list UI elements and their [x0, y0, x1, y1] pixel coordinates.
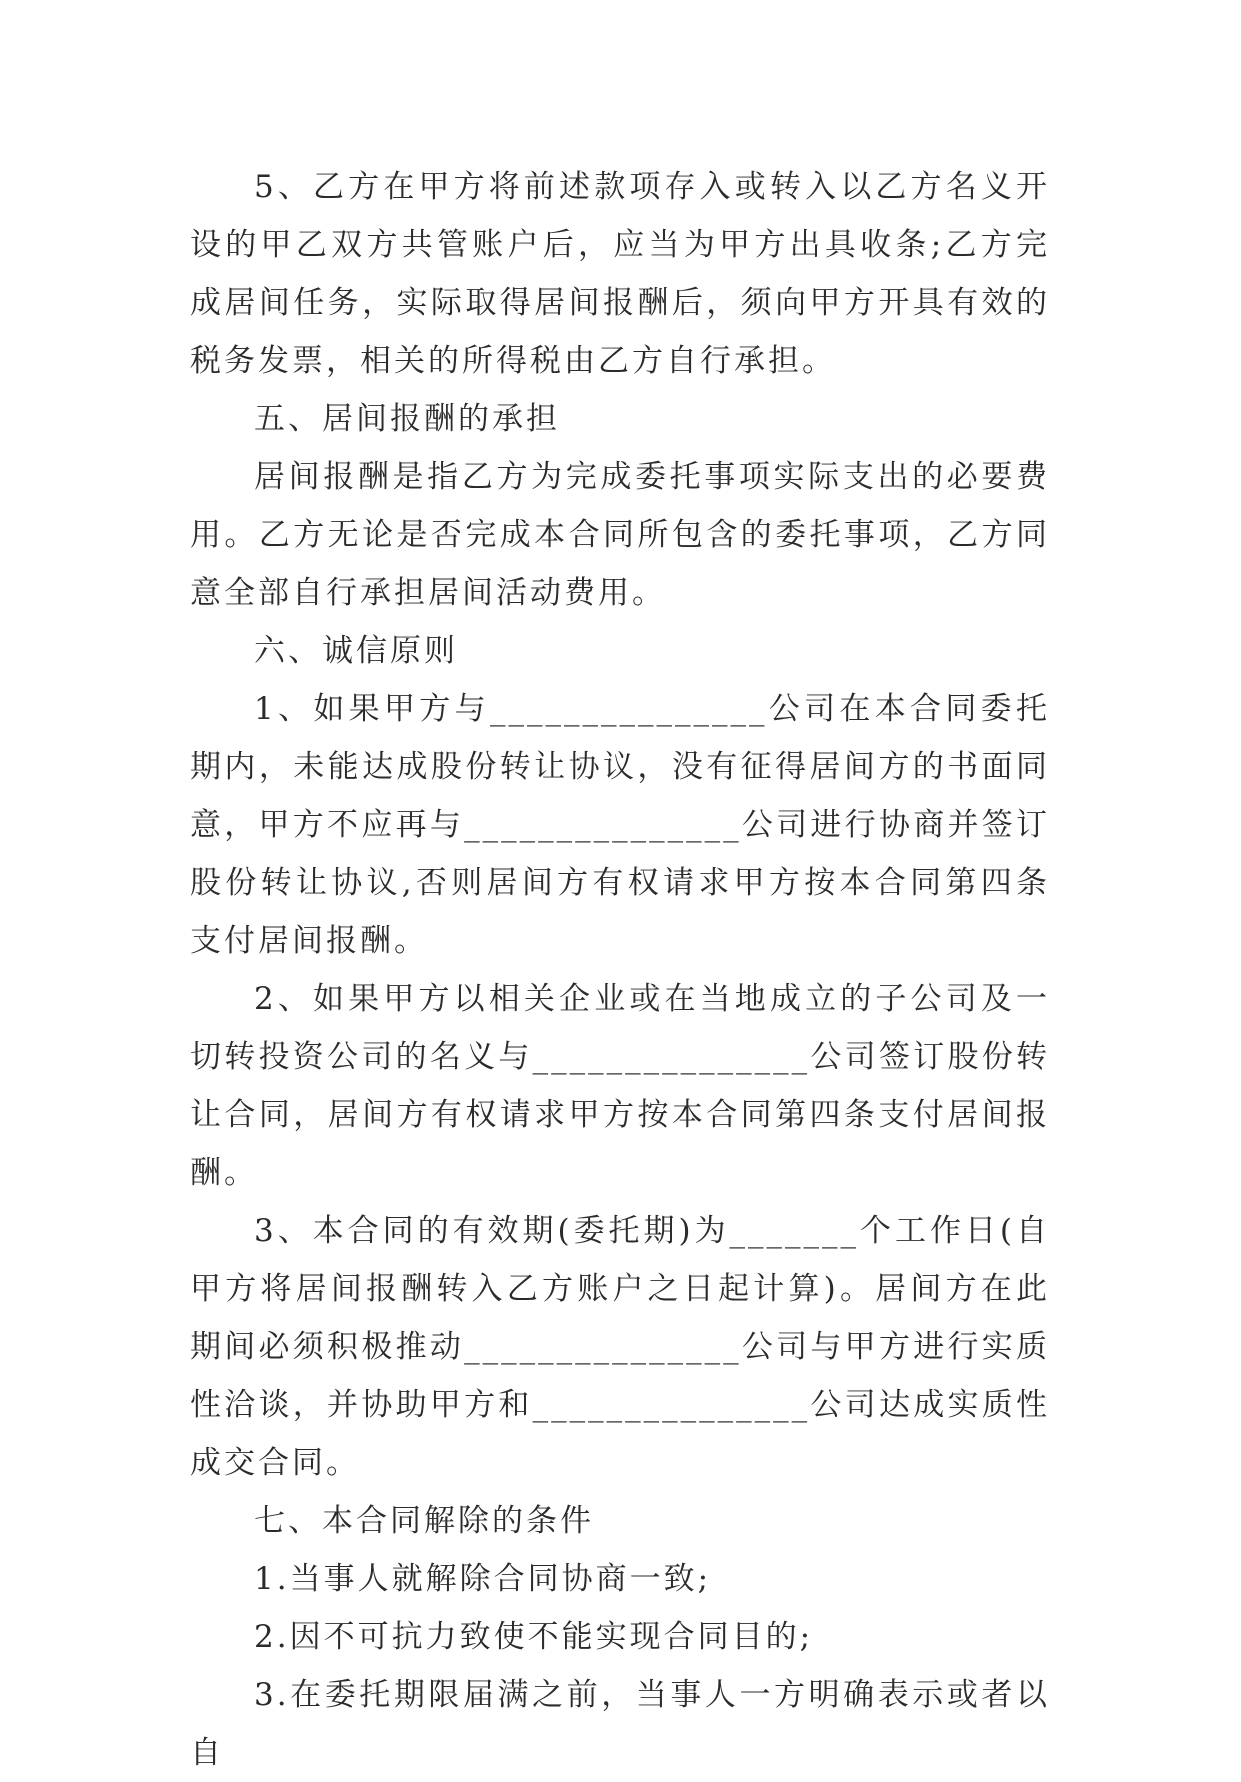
clause-6-2: 2、如果甲方以相关企业或在当地成立的子公司及一切转投资公司的名义与_______________公司签订股份转让合同，居间方有权请求甲方按本合同第四条支付居间报酬。: [190, 981, 1050, 1191]
clause-6-1: 1、如果甲方与_______________公司在本合同委托期内，未能达成股份转让协议，没有征得居间方的书面同意，甲方不应再与_______________公司进行协商并签订股份转让协议,否则居间方有权请求甲方按本合同第四条支付居间报酬。: [190, 691, 1050, 959]
section-heading-5: 五、居间报酬的承担: [254, 401, 560, 437]
clause-6-3: 3、本合同的有效期(委托期)为_______个工作日(自甲方将居间报酬转入乙方账户之日起计算)。居间方在此期间必须积极推动_______________公司与甲方进行实质性洽谈，并协助甲方和_______________公司达成实质性成交合同。: [190, 1213, 1050, 1481]
document-body: [190, 158, 1050, 1782]
section-heading-6: 六、诚信原则: [254, 633, 458, 669]
clause-4-5: 5、乙方在甲方将前述款项存入或转入以乙方名义开设的甲乙双方共管账户后，应当为甲方出具收条;乙方完成居间任务，实际取得居间报酬后，须向甲方开具有效的税务发票，相关的所得税由乙方自行承担。: [190, 169, 1050, 379]
clause-7-2: 2.因不可抗力致使不能实现合同目的;: [254, 1619, 814, 1655]
clause-7-3: 3.在委托期限届满之前，当事人一方明确表示或者以自: [190, 1677, 1050, 1771]
clause-7-1: 1.当事人就解除合同协商一致;: [254, 1561, 712, 1597]
section-heading-7: 七、本合同解除的条件: [254, 1503, 594, 1539]
section-5-body: 居间报酬是指乙方为完成委托事项实际支出的必要费用。乙方无论是否完成本合同所包含的委托事项，乙方同意全部自行承担居间活动费用。: [190, 459, 1050, 611]
